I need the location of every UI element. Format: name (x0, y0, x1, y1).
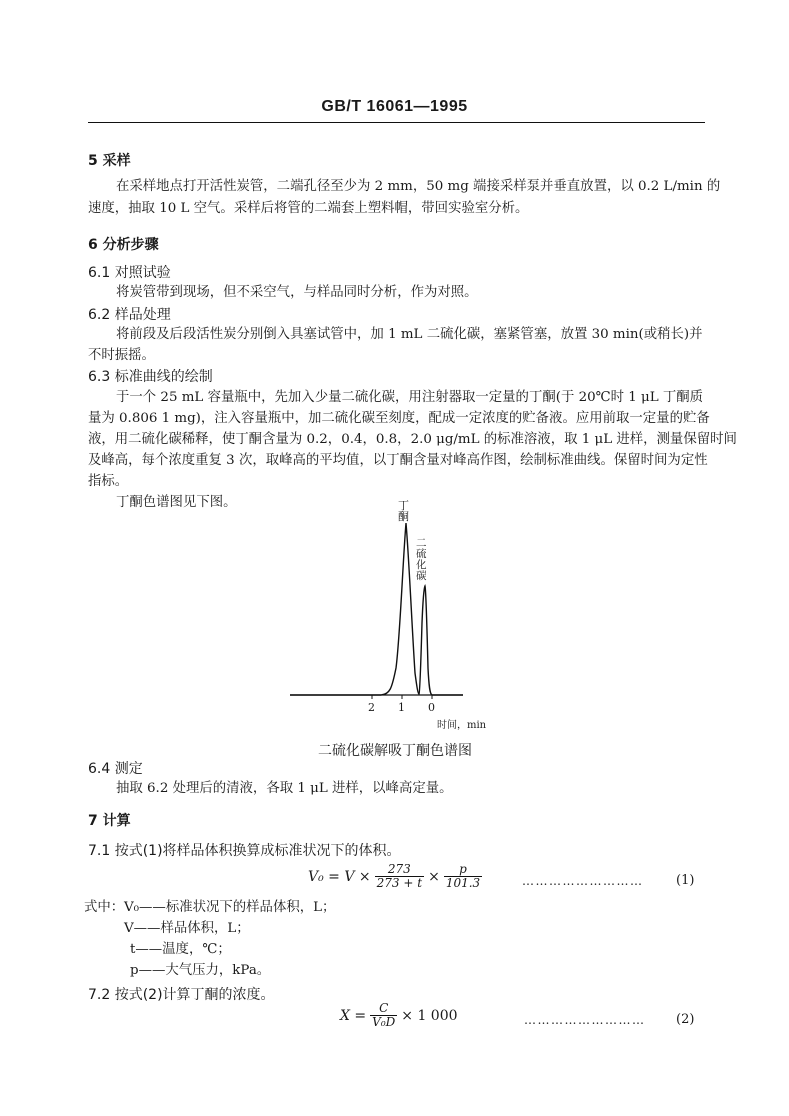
section-6-3-para-line6: 丁酮色谱图见下图。 (116, 495, 237, 510)
document-header: GB/T 16061—1995 (321, 98, 468, 115)
eq1-leader-dots: ……………………… (522, 874, 644, 888)
eq1-number: (1) (676, 873, 695, 888)
eq1-lhs: V₀ = V × (308, 868, 371, 885)
eq2-fraction (370, 1002, 397, 1029)
eq2-lhs: X = (340, 1007, 367, 1024)
equation-1 (308, 863, 482, 890)
section-6-4-title: 6.4 测定 (88, 761, 143, 777)
section-6-3-title: 6.3 标准曲线的绘制 (88, 369, 213, 385)
eq2-numerator: C (370, 1002, 397, 1016)
eq1-denominator-1: 273 + t (376, 876, 423, 890)
definition-t: t——温度，℃； (130, 942, 231, 957)
tick-label-1: 1 (398, 701, 405, 714)
section-6-3-para-line1: 于一个 25 mL 容量瓶中，先加入少量二硫化碳，用注射器取一定量的丁酮(于 20℃时 1 μL 丁酮质 (116, 390, 704, 405)
eq1-fraction-2 (444, 863, 482, 890)
section-6-4-para: 抽取 6.2 处理后的清液，各取 1 μL 进样，以峰高定量。 (116, 781, 453, 796)
section-6-2-para-line1: 将前段及后段活性炭分别倒入具塞试管中，加 1 mL 二硫化碳，塞紧管塞，放置 30 min(或稍长)并 (116, 327, 703, 342)
section-6-3-para-line2: 量为 0.806 1 mg)，注入容量瓶中，加二硫化碳至刻度，配成一定浓度的贮备液。应用前取一定量的贮备 (88, 411, 710, 426)
section-6-3-para-line3: 液，用二硫化碳稀释，使丁酮含量为 0.2，0.4，0.8，2.0 μg/mL 的标准溶液，取 1 μL 进样，测量保留时间 (88, 432, 737, 447)
section-6-1-para: 将炭管带到现场，但不采空气，与样品同时分析，作为对照。 (116, 285, 478, 300)
chromatogram-figure (280, 498, 480, 730)
section-7-2-text: 7.2 按式(2)计算丁酮的浓度。 (88, 987, 275, 1003)
header-rule (88, 122, 705, 123)
chromatogram-trace (290, 523, 463, 695)
section-6-title: 6 分析步骤 (88, 237, 159, 253)
eq1-times: × (428, 868, 440, 885)
section-6-2-para-line2: 不时振摇。 (88, 348, 155, 363)
section-6-2-title: 6.2 样品处理 (88, 307, 171, 323)
section-5-para-line2: 速度，抽取 10 L 空气。采样后将管的二端套上塑料帽，带回实验室分析。 (88, 201, 529, 216)
section-7-title: 7 计算 (88, 813, 131, 829)
tick-label-0: 0 (428, 701, 435, 714)
eq1-denominator-2: 101.3 (445, 876, 481, 890)
section-7-1-text: 7.1 按式(1)将样品体积换算成标准状况下的体积。 (88, 843, 401, 859)
x-axis-label: 时间，min (437, 720, 487, 731)
equation-2 (340, 1002, 458, 1029)
eq2-rhs: × 1 000 (401, 1007, 458, 1024)
peak-label-butanone: 丁酮 (398, 499, 409, 523)
eq1-numerator-2: p (444, 863, 482, 877)
section-6-3-para-line4: 及峰高，每个浓度重复 3 次，取峰高的平均值，以丁酮含量对峰高作图，绘制标准曲线。保留时间为定性 (88, 453, 708, 468)
eq2-number: (2) (676, 1012, 695, 1027)
section-5-title: 5 采样 (88, 153, 131, 169)
definition-v: V——样品体积，L； (124, 921, 250, 936)
section-5-para-line1: 在采样地点打开活性炭管，二端孔径至少为 2 mm，50 mg 端接采样泵并垂直放置，以 0.2 L/min 的 (116, 179, 721, 194)
eq1-fraction-1 (375, 863, 424, 890)
eq1-numerator-1: 273 (375, 863, 424, 877)
eq2-denominator: V₀D (372, 1015, 396, 1029)
section-6-3-para-line5: 指标。 (88, 474, 129, 489)
figure-caption: 二硫化碳解吸丁酮色谱图 (318, 743, 472, 759)
peak-label-carbon-disulfide: 二硫化碳 (416, 537, 427, 582)
eq2-leader-dots: ……………………… (524, 1013, 646, 1027)
definition-v0: V₀——标准状况下的样品体积，L； (124, 900, 336, 915)
where-label: 式中： (84, 900, 125, 915)
definition-p: p——大气压力，kPa。 (130, 963, 271, 978)
section-6-1-title: 6.1 对照试验 (88, 265, 171, 281)
tick-label-2: 2 (368, 701, 375, 714)
